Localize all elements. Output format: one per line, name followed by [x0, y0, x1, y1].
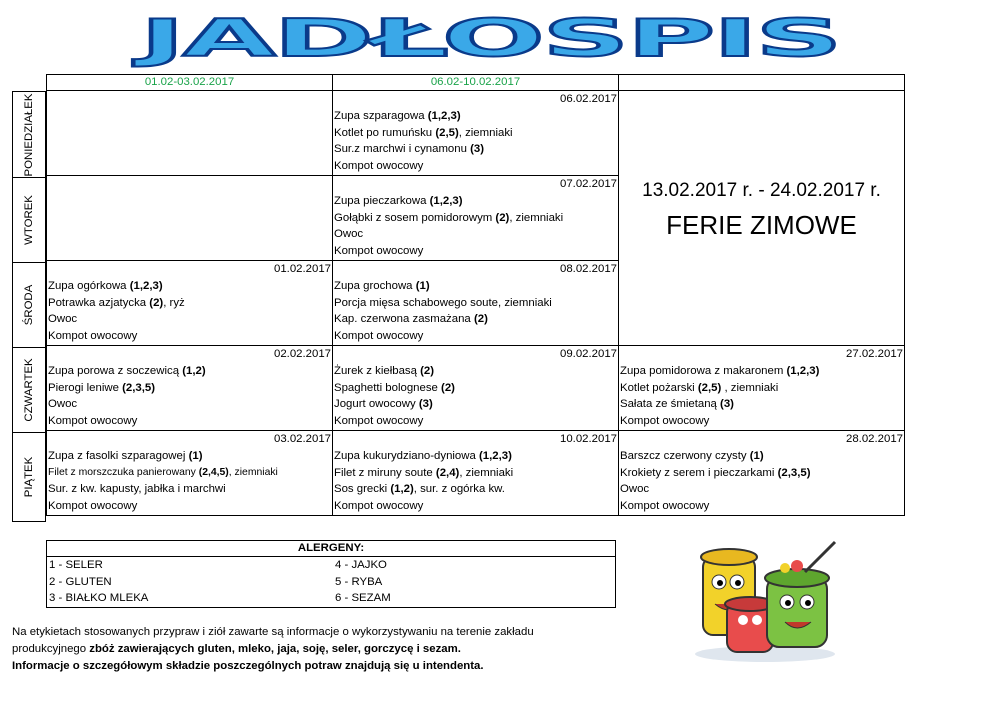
menu-cell [333, 261, 619, 346]
meal-item: Zupa szparagowa (1,2,3) [334, 109, 461, 122]
menu-cell [47, 431, 333, 516]
meal-date: 27.02.2017 [845, 348, 903, 360]
meal-item: Filet z morszczuka panierowany (2,4,5), ziemniaki [48, 466, 278, 478]
meal-date: 08.02.2017 [559, 263, 617, 275]
meal-item: Zupa pieczarkowa (1,2,3) [334, 194, 463, 207]
allergen-item: 5 - RYBA [335, 575, 383, 588]
meal-item: Owoc [48, 398, 78, 411]
meal-item: Sałata ze śmietaną (3) [620, 398, 734, 411]
allergen-note: Na etykietach stosowanych przypraw i ziół zawarte są informacje o wykorzystywaniu na terenie zakładu produkcyjnego zbóż zawierających gluten, mleko, jaja, soję, seler, gorczycę i sezam. Informacje o szczegółowym składzie poszczególnych potraw znajdują się u intendenta. [12, 626, 534, 672]
meal-date: 28.02.2017 [845, 433, 903, 445]
menu-cell [47, 261, 333, 346]
winter-break-cell [619, 91, 905, 346]
meal-item: Zupa z fasolki szparagowej (1) [48, 449, 203, 462]
meal-date: 06.02.2017 [559, 93, 617, 105]
day-label: PONIEDZIAŁEK [12, 91, 46, 178]
meal-date: 03.02.2017 [273, 433, 331, 445]
meal-item: Pierogi leniwe (2,3,5) [48, 381, 155, 394]
menu-title [130, 10, 850, 70]
day-label: PIĄTEK [12, 432, 46, 522]
meal-item: Kompot owocowy [334, 245, 424, 258]
meal-date: 02.02.2017 [273, 348, 331, 360]
allergen-item: 2 - GLUTEN [49, 575, 112, 588]
meal-item: Kompot owocowy [620, 500, 710, 513]
week-header [619, 75, 905, 91]
allergen-item: 4 - JAJKO [335, 559, 387, 571]
winter-break-label: FERIE ZIMOWE [666, 210, 857, 240]
meal-item: Sur. z kw. kapusty, jabłka i marchwi [48, 483, 226, 496]
allergens-box [46, 540, 616, 608]
menu-cell [47, 346, 333, 431]
meal-item: Potrawka azjatycka (2), ryż [48, 296, 185, 309]
meal-item: Kompot owocowy [48, 415, 138, 428]
menu-cell [619, 431, 905, 516]
winter-break-dates: 13.02.2017 r. - 24.02.2017 r. [642, 180, 881, 201]
meal-item: Kompot owocowy [48, 330, 138, 343]
day-label: CZWARTEK [12, 347, 46, 433]
allergen-item: 3 - BIAŁKO MLEKA [49, 592, 149, 604]
meal-item: Owoc [334, 228, 364, 241]
menu-cell [333, 431, 619, 516]
menu-table [46, 74, 905, 516]
meal-item: Kompot owocowy [334, 500, 424, 513]
meal-item: Jogurt owocowy (3) [334, 398, 433, 411]
meal-date: 10.02.2017 [559, 433, 617, 445]
meal-item: Żurek z kiełbasą (2) [334, 364, 435, 377]
menu-cell [333, 346, 619, 431]
meal-item: Kompot owocowy [334, 160, 424, 173]
svg-text:JADŁOSPIS: JADŁOSPIS [133, 10, 841, 69]
week-header: 06.02-10.02.2017 [333, 75, 619, 91]
meal-item: Sos grecki (1,2), sur. z ogórka kw. [334, 483, 505, 496]
meal-item: Barszcz czerwony czysty (1) [620, 449, 764, 462]
meal-item: Krokiety z serem i pieczarkami (2,3,5) [620, 466, 811, 479]
meal-item: Zupa grochowa (1) [334, 279, 430, 292]
allergens-title: ALERGENY: [47, 541, 615, 557]
menu-cell [47, 91, 333, 176]
meal-item: Filet z miruny soute (2,4), ziemniaki [334, 466, 514, 479]
meal-item: Zupa pomidorowa z makaronem (1,2,3) [620, 364, 820, 377]
meal-item: Kotlet pożarski (2,5) , ziemniaki [620, 381, 779, 394]
allergen-item: 6 - SEZAM [335, 592, 391, 604]
meal-date: 01.02.2017 [273, 263, 331, 275]
day-label: ŚRODA [12, 262, 46, 348]
meal-item: Gołąbki z sosem pomidorowym (2), ziemniaki [334, 211, 564, 224]
meal-item: Zupa ogórkowa (1,2,3) [48, 279, 163, 292]
meal-item: Kompot owocowy [334, 330, 424, 343]
menu-cell [47, 176, 333, 261]
meal-date: 07.02.2017 [559, 178, 617, 190]
meal-item: Sur.z marchwi i cynamonu (3) [334, 143, 485, 156]
meal-item: Kompot owocowy [620, 415, 710, 428]
day-label: WTOREK [12, 177, 46, 263]
meal-item: Zupa kukurydziano-dyniowa (1,2,3) [334, 449, 512, 462]
week-header: 01.02-03.02.2017 [47, 75, 333, 91]
meal-item: Spaghetti bolognese (2) [334, 381, 455, 394]
meal-item: Kap. czerwona zasmażana (2) [334, 313, 488, 326]
meal-item: Kompot owocowy [334, 415, 424, 428]
menu-cell [619, 346, 905, 431]
meal-date: 09.02.2017 [559, 348, 617, 360]
meal-item: Owoc [48, 313, 78, 326]
menu-cell [333, 91, 619, 176]
allergen-item: 1 - SELER [49, 559, 103, 571]
meal-item: Kotlet po rumuńsku (2,5), ziemniaki [334, 126, 513, 139]
meal-item: Owoc [620, 483, 650, 496]
cooking-pots-illustration [685, 522, 845, 664]
meal-item: Zupa porowa z soczewicą (1,2) [48, 364, 206, 377]
meal-item: Porcja mięsa schabowego soute, ziemniaki [334, 296, 552, 309]
menu-cell [333, 176, 619, 261]
meal-item: Kompot owocowy [48, 500, 138, 513]
